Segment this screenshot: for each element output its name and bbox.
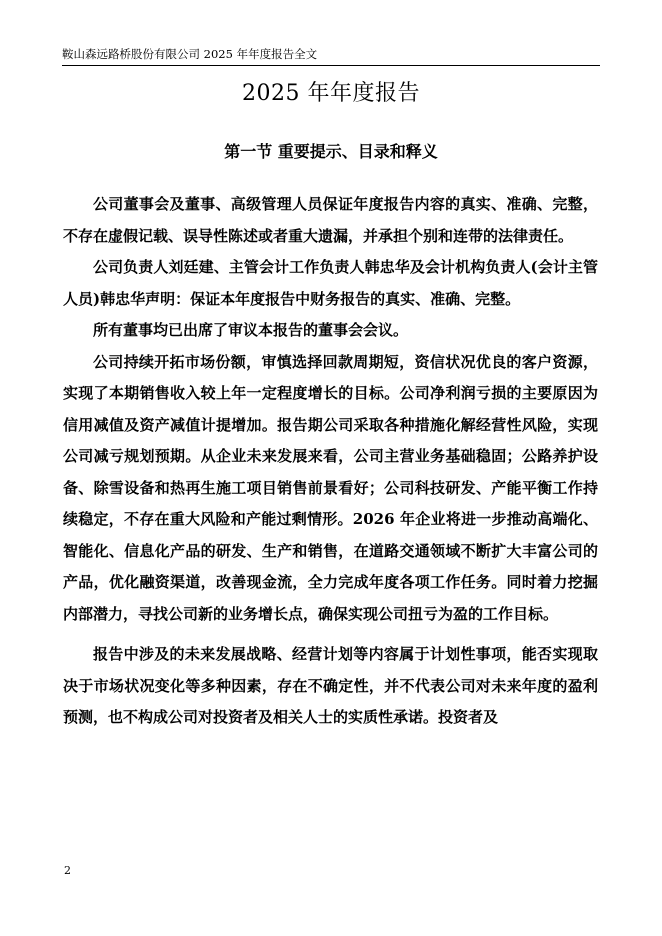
document-title: 2025 年年度报告	[242, 81, 420, 106]
page-number: 2	[64, 864, 71, 877]
paragraph-business-outlook: 公司持续开拓市场份额，审慎选择回款周期短，资信状况优良的客户资源，实现了本期销售收入较上年一定程度增长的目标。公司净利润亏损的主要原因为信用减值及资产减值计提增加。报告期公司采取各种措施化解经营性风险，实现公司减亏规划预期。从企业未来发展来看，公司主营业务基础稳固；公路养护设备、除雪设备和热再生施工项目销售前景看好；公司科技研发、产能平衡工作持续稳定，不存在重大风险和产能过剩情形。2026 年企业将进一步推动高端化、智能化、信息化产品的研发、生产和销售，在道路交通领域不断扩大丰富公司的产品，优化融资渠道，改善现金流，全力完成年度各项工作任务。同时着力挖掘内部潜力，寻找公司新的业务增长点，确保实现公司扭亏为盈的工作目标。	[63, 352, 598, 623]
document-body	[63, 189, 598, 734]
paragraph-forward-looking-disclaimer: 报告中涉及的未来发展战略、经营计划等内容属于计划性事项，能否实现取决于市场状况变化等多种因素，存在不确定性，并不代表公司对未来年度的盈利预测，也不构成公司对投资者及相关人士的实质性承诺。投资者及	[63, 645, 598, 726]
paragraph-responsibility-statement: 公司董事会及董事、高级管理人员保证年度报告内容的真实、准确、完整，不存在虚假记载、误导性陈述或者重大遗漏，并承担个别和连带的法律责任。	[63, 195, 598, 245]
section-title: 第一节 重要提示、目录和释义	[224, 142, 438, 161]
paragraph-officer-declaration: 公司负责人刘廷建、主管会计工作负责人韩忠华及会计机构负责人(会计主管人员)韩忠华声明：保证本年度报告中财务报告的真实、准确、完整。	[63, 258, 598, 308]
paragraph-board-attendance: 所有董事均已出席了审议本报告的董事会会议。	[93, 321, 409, 339]
running-header	[62, 46, 600, 66]
running-header-text: 鞍山森远路桥股份有限公司 2025 年年度报告全文	[62, 47, 318, 61]
